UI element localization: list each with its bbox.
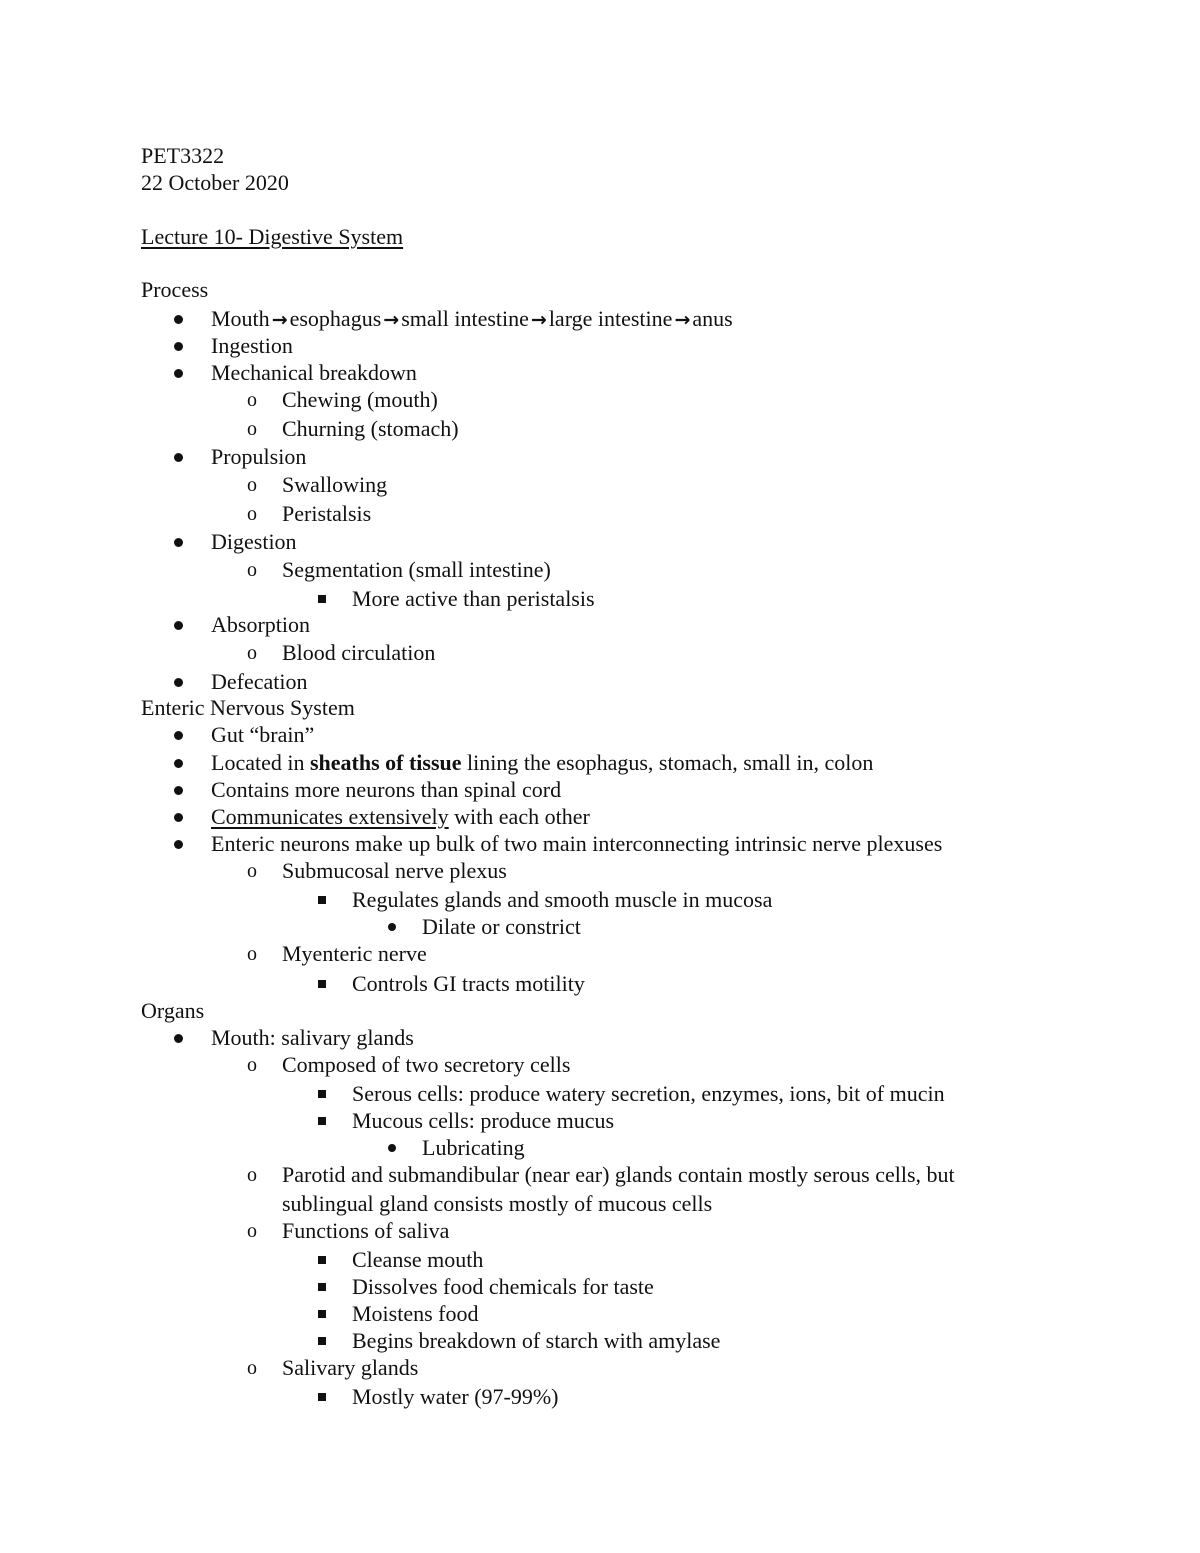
circle-bullet-icon: o [247,559,257,581]
bullet-icon [174,315,183,324]
square-bullet-icon [318,980,326,988]
square-bullet-icon [318,1090,326,1098]
square-bullet-icon [318,1393,326,1401]
square-bullet-icon [318,1310,326,1318]
bullet-icon [174,813,183,822]
circle-bullet-icon: o [247,943,257,965]
ens-heading: Enteric Nervous System [141,695,355,720]
organs-heading: Organs [141,998,205,1023]
bullet-icon [174,1034,183,1043]
square-bullet-icon [318,595,326,603]
square-bullet-icon [318,1337,326,1345]
course-code: PET3322 [141,143,225,168]
bullet-icon [174,678,183,687]
circle-bullet-icon: o [247,642,257,664]
lecture-date: 22 October 2020 [141,170,289,195]
bullet-icon [388,923,396,931]
arrow-right-icon: → [383,309,400,331]
square-bullet-icon [318,896,326,904]
bullet-icon [174,369,183,378]
circle-bullet-icon: o [247,389,257,411]
arrow-right-icon: → [530,309,547,331]
square-bullet-icon [318,1117,326,1125]
process-flow: Mouth →esophagus →small intestine →large intestine →anus [211,306,733,331]
circle-bullet-icon: o [247,474,257,496]
process-heading: Process [141,277,209,302]
circle-bullet-icon: o [247,503,257,525]
bullet-icon [174,342,183,351]
arrow-right-icon: → [271,309,288,331]
document-page: PET3322 22 October 2020 Lecture 10- Digestive System Process Mouth →esophagus →small intestine →large intestine →anus Ingestion Mechanical breakdown o Chewing (mouth) o Churning (stomach) Propulsion o Swallowing o Peristalsis Digestion o Segmentation (small intestine) More active than peristalsis Absorption o Blood circulation Defecation Enteric Nervous System Gut “brain” Located in sheaths of tissue lining the esophagus, stomach, small in, colon Contains more neurons than spinal cord Communicates extensively with each other Enteric neurons make up bulk of two main interconnecting intrinsic nerve plexuses o Submucosal nerve plexus Regulates glands and smooth muscle in mucosa Dilate or constrict o Myenteric nerve Controls GI tracts motility Organs Mouth: salivary glands o Composed of two secretory cells Serous cells: produce watery secretion, enzymes, ions, bit of mucin Mucous cells: produce mucus Lubricating o Parotid and submandibular (near ear) glands contain mostly serous cells, but sublingual gland consists mostly of mucous cells o Functions of saliva Cleanse mouth Dissolves food chemicals for taste Moistens food Begins breakdown of starch with amylase o Salivary glands Mostly water (97-99%) [141,143,955,1409]
square-bullet-icon [318,1256,326,1264]
bullet-icon [174,786,183,795]
bullet-icon [388,1144,396,1152]
circle-bullet-icon: o [247,860,257,882]
bullet-icon [174,759,183,768]
arrow-right-icon: → [674,309,691,331]
bullet-icon [174,621,183,630]
lecture-title: Lecture 10- Digestive System [141,224,404,249]
circle-bullet-icon: o [247,1054,257,1076]
circle-bullet-icon: o [247,1357,257,1379]
bullet-icon [174,538,183,547]
circle-bullet-icon: o [247,1220,257,1242]
circle-bullet-icon: o [247,1164,257,1186]
circle-bullet-icon: o [247,418,257,440]
bullet-icon [174,731,183,740]
bullet-icon [174,840,183,849]
square-bullet-icon [318,1283,326,1291]
bullet-icon [174,453,183,462]
